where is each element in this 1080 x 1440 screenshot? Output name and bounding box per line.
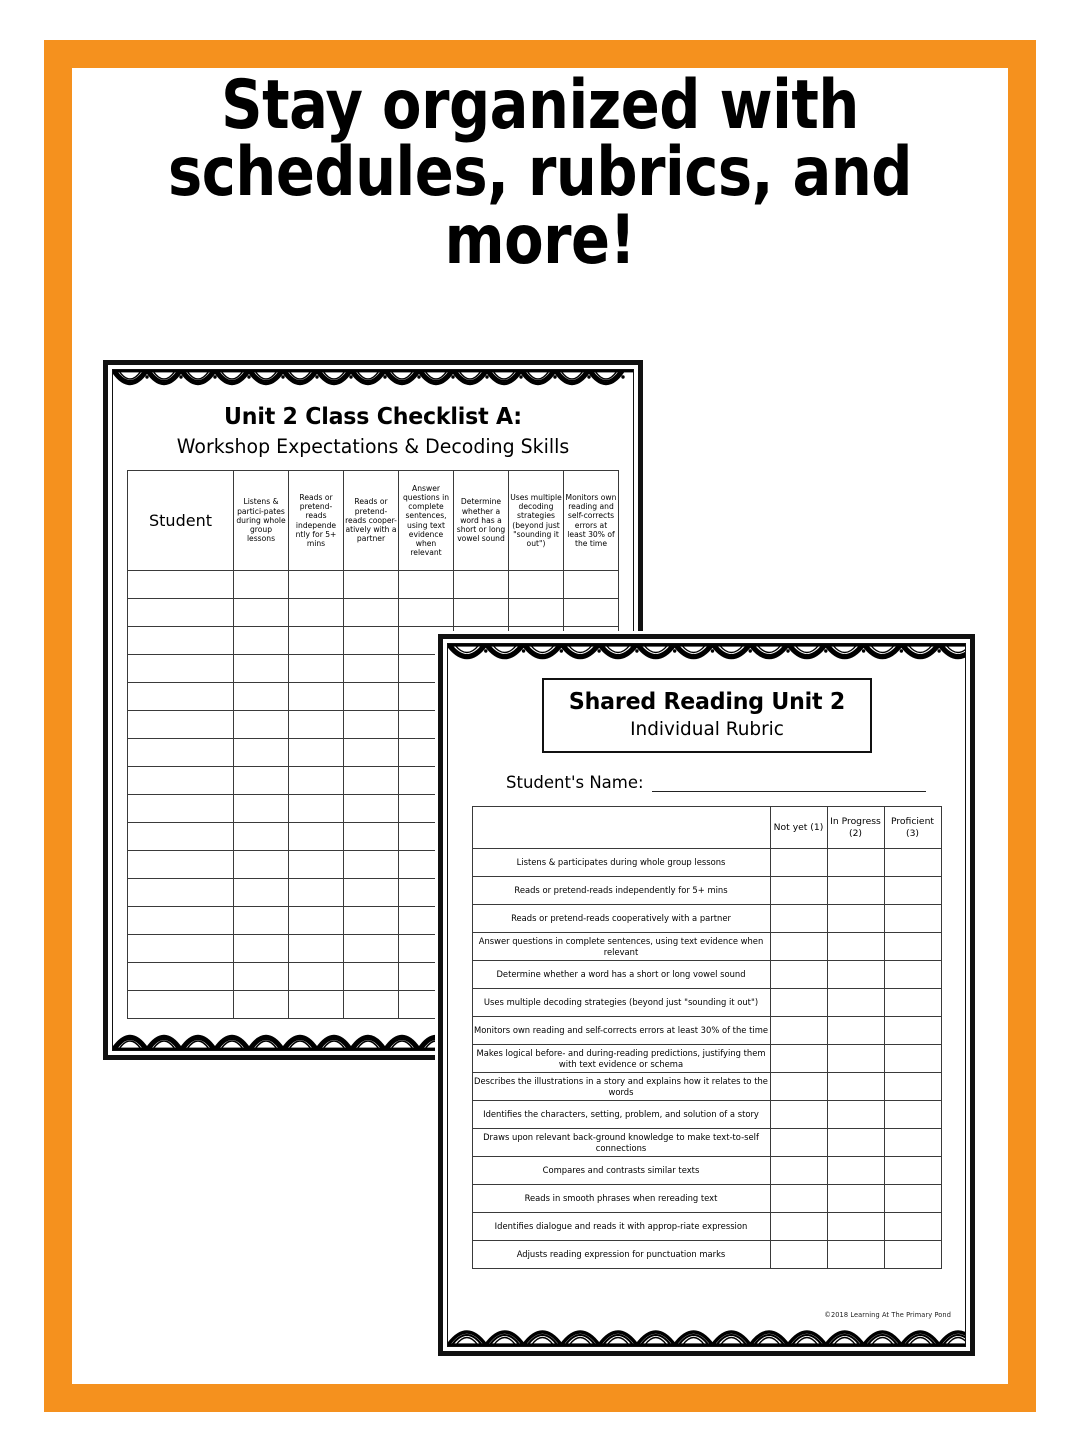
checklist-mark-cell[interactable]: [344, 795, 399, 823]
checklist-header-row: [128, 471, 619, 571]
checklist-mark-cell[interactable]: [344, 739, 399, 767]
rubric-score-cell-in-progress[interactable]: [827, 1185, 884, 1213]
rubric-criterion-label: Listens & participates during whole group lessons: [472, 849, 770, 877]
checklist-mark-cell[interactable]: [289, 571, 344, 599]
rubric-row: [472, 1213, 941, 1241]
rubric-row: [472, 1241, 941, 1269]
rubric-criterion-label: Reads or pretend-reads independently for 5+ mins: [472, 877, 770, 905]
checklist-student-row[interactable]: [128, 571, 619, 599]
checklist-mark-cell[interactable]: [289, 879, 344, 907]
rubric-sheet-inner: [447, 643, 966, 1347]
rubric-score-cell-proficient[interactable]: [884, 1073, 941, 1101]
rubric-score-cell-not-yet[interactable]: [770, 905, 827, 933]
checklist-header-criterion-3: Answer questions in complete sentences, using text evidence when relevant: [399, 471, 454, 571]
checklist-mark-cell[interactable]: [454, 571, 509, 599]
rubric-score-cell-in-progress[interactable]: [827, 1213, 884, 1241]
checklist-mark-cell[interactable]: [509, 571, 564, 599]
checklist-student-name-cell[interactable]: [128, 711, 234, 739]
rubric-criterion-label: Uses multiple decoding strategies (beyond just "sounding it out"): [472, 989, 770, 1017]
checklist-mark-cell[interactable]: [289, 711, 344, 739]
rubric-score-cell-in-progress[interactable]: [827, 905, 884, 933]
rubric-header-not-yet: Not yet (1): [770, 807, 827, 849]
rubric-score-cell-proficient[interactable]: [884, 905, 941, 933]
rubric-header-proficient: Proficient (3): [884, 807, 941, 849]
checklist-mark-cell[interactable]: [234, 795, 289, 823]
checklist-mark-cell[interactable]: [344, 655, 399, 683]
rubric-score-cell-not-yet[interactable]: [770, 1073, 827, 1101]
checklist-student-name-cell[interactable]: [128, 627, 234, 655]
checklist-student-name-cell[interactable]: [128, 963, 234, 991]
rubric-table-body: [472, 849, 941, 1269]
rubric-score-cell-not-yet[interactable]: [770, 1241, 827, 1269]
rubric-table: [472, 806, 942, 1269]
rubric-criterion-label: Draws upon relevant back-ground knowledge to make text-to-self connections: [472, 1129, 770, 1157]
rubric-score-cell-not-yet[interactable]: [770, 1101, 827, 1129]
page-title: [117, 66, 963, 280]
rubric-score-cell-proficient[interactable]: [884, 989, 941, 1017]
rubric-row: [472, 989, 941, 1017]
rubric-score-cell-proficient[interactable]: [884, 1017, 941, 1045]
rubric-top-scallop-border: [448, 644, 965, 670]
rubric-row: [472, 1185, 941, 1213]
rubric-score-cell-not-yet[interactable]: [770, 1045, 827, 1073]
rubric-score-cell-in-progress[interactable]: [827, 1157, 884, 1185]
checklist-student-name-cell[interactable]: [128, 879, 234, 907]
checklist-mark-cell[interactable]: [564, 599, 619, 627]
rubric-subtitle: Individual Rubric: [629, 718, 784, 740]
checklist-mark-cell[interactable]: [399, 571, 454, 599]
rubric-row: [472, 1157, 941, 1185]
checklist-mark-cell[interactable]: [234, 991, 289, 1019]
rubric-score-cell-not-yet[interactable]: [770, 1017, 827, 1045]
rubric-criterion-label: Reads or pretend-reads cooperatively with a partner: [472, 905, 770, 933]
individual-rubric-worksheet: [438, 634, 975, 1356]
checklist-mark-cell[interactable]: [234, 711, 289, 739]
rubric-row: [472, 1073, 941, 1101]
checklist-mark-cell[interactable]: [289, 599, 344, 627]
checklist-student-name-cell[interactable]: [128, 935, 234, 963]
checklist-mark-cell[interactable]: [344, 767, 399, 795]
checklist-header-student: Student: [128, 471, 234, 571]
rubric-score-cell-not-yet[interactable]: [770, 1129, 827, 1157]
rubric-score-cell-in-progress[interactable]: [827, 1241, 884, 1269]
checklist-student-name-cell[interactable]: [128, 683, 234, 711]
checklist-mark-cell[interactable]: [234, 571, 289, 599]
rubric-score-cell-proficient[interactable]: [884, 1185, 941, 1213]
checklist-mark-cell[interactable]: [344, 627, 399, 655]
checklist-student-name-cell[interactable]: [128, 795, 234, 823]
checklist-mark-cell[interactable]: [234, 851, 289, 879]
checklist-mark-cell[interactable]: [234, 627, 289, 655]
rubric-header-criterion-blank: [472, 807, 770, 849]
checklist-mark-cell[interactable]: [344, 963, 399, 991]
student-name-label: Student's Name:: [506, 773, 644, 792]
checklist-mark-cell[interactable]: [344, 823, 399, 851]
checklist-header-criterion-0: Listens & partici-pates during whole group lessons: [234, 471, 289, 571]
checklist-mark-cell[interactable]: [234, 935, 289, 963]
rubric-score-cell-not-yet[interactable]: [770, 1157, 827, 1185]
rubric-header-in-progress: In Progress (2): [827, 807, 884, 849]
checklist-header-criterion-4: Determine whether a word has a short or long vowel sound: [454, 471, 509, 571]
page-title-line-2: schedules, rubrics, and: [167, 133, 913, 213]
rubric-row: [472, 1101, 941, 1129]
page-title-line-1: Stay organized with: [221, 66, 859, 145]
checklist-mark-cell[interactable]: [234, 963, 289, 991]
checklist-student-name-cell[interactable]: [128, 767, 234, 795]
checklist-mark-cell[interactable]: [344, 683, 399, 711]
checklist-mark-cell[interactable]: [234, 907, 289, 935]
rubric-score-cell-proficient[interactable]: [884, 1045, 941, 1073]
checklist-mark-cell[interactable]: [234, 683, 289, 711]
rubric-criterion-label: Reads in smooth phrases when rereading text: [472, 1185, 770, 1213]
checklist-student-name-cell[interactable]: [128, 599, 234, 627]
checklist-mark-cell[interactable]: [344, 991, 399, 1019]
page-title-line-3: more!: [444, 200, 636, 280]
rubric-score-cell-not-yet[interactable]: [770, 961, 827, 989]
rubric-row: [472, 961, 941, 989]
rubric-row: [472, 1017, 941, 1045]
rubric-score-cell-not-yet[interactable]: [770, 933, 827, 961]
checklist-student-name-cell[interactable]: [128, 851, 234, 879]
rubric-criterion-label: Determine whether a word has a short or long vowel sound: [472, 961, 770, 989]
rubric-score-cell-in-progress[interactable]: [827, 1129, 884, 1157]
checklist-student-name-cell[interactable]: [128, 991, 234, 1019]
checklist-header-criterion-2: Reads or pretend-reads cooper-atively with a partner: [344, 471, 399, 571]
checklist-mark-cell[interactable]: [344, 711, 399, 739]
checklist-title: Unit 2 Class Checklist A:: [224, 404, 522, 430]
checklist-mark-cell[interactable]: [234, 599, 289, 627]
checklist-mark-cell[interactable]: [289, 851, 344, 879]
checklist-mark-cell[interactable]: [234, 823, 289, 851]
rubric-header-row: [472, 807, 941, 849]
rubric-score-cell-in-progress[interactable]: [827, 989, 884, 1017]
checklist-mark-cell[interactable]: [509, 599, 564, 627]
checklist-subtitle: Workshop Expectations & Decoding Skills: [176, 435, 570, 458]
rubric-score-cell-in-progress[interactable]: [827, 933, 884, 961]
rubric-criterion-label: Compares and contrasts similar texts: [472, 1157, 770, 1185]
checklist-mark-cell[interactable]: [454, 599, 509, 627]
rubric-title-box: [542, 678, 872, 753]
rubric-criterion-label: Identifies dialogue and reads it with approp-riate expression: [472, 1213, 770, 1241]
checklist-mark-cell[interactable]: [399, 599, 454, 627]
rubric-criterion-label: Answer questions in complete sentences, using text evidence when relevant: [472, 933, 770, 961]
rubric-row: [472, 849, 941, 877]
checklist-mark-cell[interactable]: [289, 739, 344, 767]
rubric-score-cell-not-yet[interactable]: [770, 989, 827, 1017]
checklist-mark-cell[interactable]: [234, 739, 289, 767]
checklist-student-name-cell[interactable]: [128, 571, 234, 599]
copyright-notice: ©2018 Learning At The Primary Pond: [824, 1311, 951, 1319]
rubric-score-cell-not-yet[interactable]: [770, 877, 827, 905]
rubric-score-cell-proficient[interactable]: [884, 1241, 941, 1269]
checklist-header-criterion-6: Monitors own reading and self-corrects errors at least 30% of the time: [564, 471, 619, 571]
checklist-mark-cell[interactable]: [564, 571, 619, 599]
rubric-criterion-label: Monitors own reading and self-corrects errors at least 30% of the time: [472, 1017, 770, 1045]
checklist-top-scallop-border: [113, 370, 633, 396]
rubric-score-cell-in-progress[interactable]: [827, 877, 884, 905]
rubric-score-cell-proficient[interactable]: [884, 1213, 941, 1241]
rubric-score-cell-in-progress[interactable]: [827, 961, 884, 989]
rubric-score-cell-proficient[interactable]: [884, 1157, 941, 1185]
rubric-criterion-label: Describes the illustrations in a story and explains how it relates to the words: [472, 1073, 770, 1101]
checklist-table-head: [128, 471, 619, 571]
rubric-criterion-label: Adjusts reading expression for punctuation marks: [472, 1241, 770, 1269]
rubric-criterion-label: Makes logical before- and during-reading predictions, justifying them with text evidence or schema: [472, 1045, 770, 1073]
checklist-header-criterion-5: Uses multiple decoding strategies (beyond just "sounding it out"): [509, 471, 564, 571]
checklist-mark-cell[interactable]: [289, 767, 344, 795]
checklist-student-name-cell[interactable]: [128, 823, 234, 851]
rubric-row: [472, 877, 941, 905]
checklist-mark-cell[interactable]: [289, 823, 344, 851]
checklist-mark-cell[interactable]: [344, 851, 399, 879]
rubric-score-cell-not-yet[interactable]: [770, 849, 827, 877]
checklist-mark-cell[interactable]: [289, 627, 344, 655]
rubric-score-cell-proficient[interactable]: [884, 849, 941, 877]
checklist-mark-cell[interactable]: [289, 683, 344, 711]
rubric-table-head: [472, 807, 941, 849]
checklist-mark-cell[interactable]: [344, 571, 399, 599]
checklist-student-name-cell[interactable]: [128, 907, 234, 935]
checklist-mark-cell[interactable]: [289, 655, 344, 683]
checklist-mark-cell[interactable]: [344, 599, 399, 627]
rubric-score-cell-proficient[interactable]: [884, 1129, 941, 1157]
rubric-score-cell-proficient[interactable]: [884, 933, 941, 961]
checklist-student-row[interactable]: [128, 599, 619, 627]
rubric-score-cell-proficient[interactable]: [884, 877, 941, 905]
checklist-mark-cell[interactable]: [234, 879, 289, 907]
checklist-mark-cell[interactable]: [344, 879, 399, 907]
student-name-row: [506, 773, 926, 792]
checklist-mark-cell[interactable]: [289, 907, 344, 935]
checklist-mark-cell[interactable]: [289, 795, 344, 823]
rubric-score-cell-proficient[interactable]: [884, 961, 941, 989]
rubric-bottom-scallop-border: [448, 1320, 965, 1346]
rubric-row: [472, 1129, 941, 1157]
rubric-criterion-label: Identifies the characters, setting, problem, and solution of a story: [472, 1101, 770, 1129]
rubric-title: Shared Reading Unit 2: [568, 689, 845, 715]
rubric-score-cell-in-progress[interactable]: [827, 849, 884, 877]
checklist-mark-cell[interactable]: [289, 991, 344, 1019]
rubric-score-cell-in-progress[interactable]: [827, 1101, 884, 1129]
rubric-row: [472, 1045, 941, 1073]
rubric-score-cell-not-yet[interactable]: [770, 1185, 827, 1213]
rubric-score-cell-not-yet[interactable]: [770, 1213, 827, 1241]
checklist-mark-cell[interactable]: [344, 907, 399, 935]
checklist-mark-cell[interactable]: [234, 655, 289, 683]
checklist-mark-cell[interactable]: [344, 935, 399, 963]
rubric-row: [472, 933, 941, 961]
rubric-score-cell-proficient[interactable]: [884, 1101, 941, 1129]
rubric-score-cell-in-progress[interactable]: [827, 1017, 884, 1045]
rubric-row: [472, 905, 941, 933]
checklist-mark-cell[interactable]: [289, 963, 344, 991]
checklist-header-criterion-1: Reads or pretend-reads independe ntly for 5+ mins: [289, 471, 344, 571]
student-name-input[interactable]: [652, 777, 926, 792]
rubric-score-cell-in-progress[interactable]: [827, 1073, 884, 1101]
checklist-student-name-cell[interactable]: [128, 655, 234, 683]
checklist-student-name-cell[interactable]: [128, 739, 234, 767]
rubric-score-cell-in-progress[interactable]: [827, 1045, 884, 1073]
checklist-mark-cell[interactable]: [234, 767, 289, 795]
checklist-mark-cell[interactable]: [289, 935, 344, 963]
